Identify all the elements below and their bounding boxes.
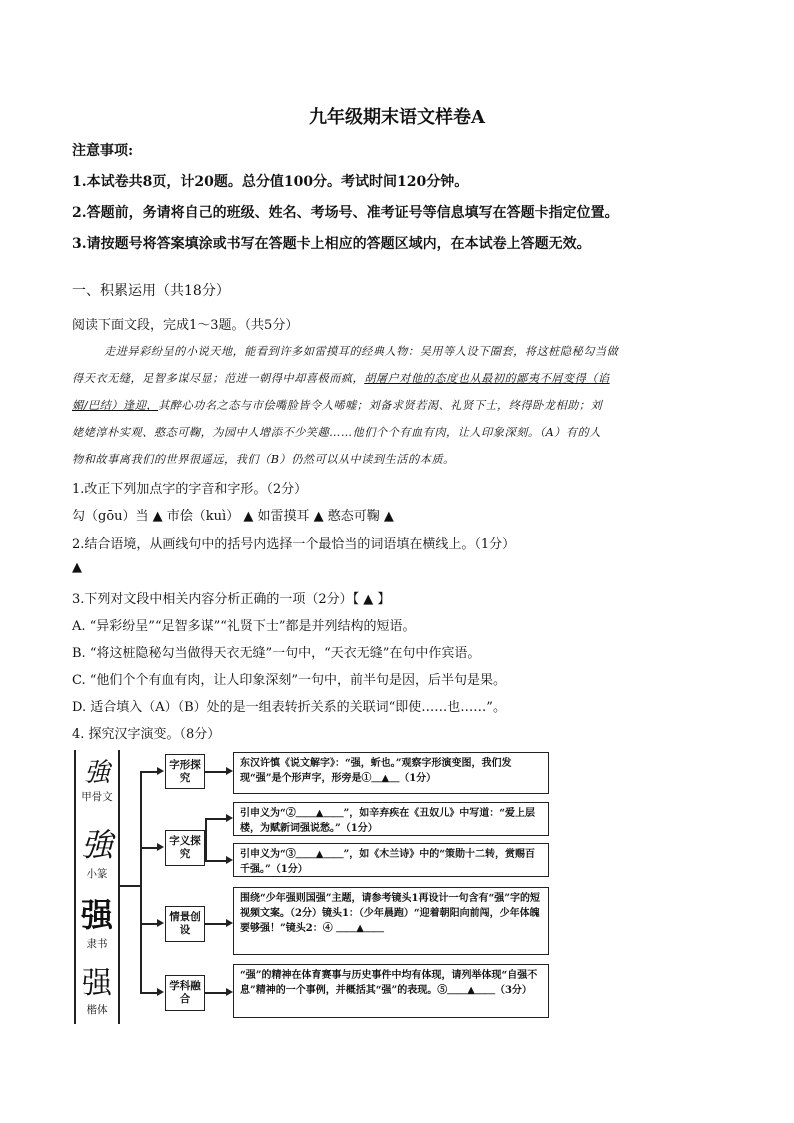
regular-script-glyph [72, 958, 122, 1017]
section-heading: 一、积累运用（共18分） [72, 283, 230, 299]
notice-item-1: 1.本试卷共8页，计20题。总分值100分。考试时间120分钟。 [72, 174, 469, 190]
glyph-label: 楷体 [86, 1004, 108, 1016]
arrow-icon [157, 988, 164, 996]
glyph-char: 强 [82, 966, 112, 1001]
arrow-icon [157, 767, 164, 775]
q3-option-b: B. “将这桩隐秘勾当做得天衣无缝”一句中，“天衣无缝”在句中作宾语。 [72, 646, 481, 661]
category-interdisciplinary: 学科融合 [165, 975, 205, 1011]
connector-trunk [140, 771, 142, 992]
passage-line-3 [72, 397, 602, 413]
connector-fork [205, 818, 207, 860]
connector-line [140, 771, 158, 773]
task-box-1: 东汉许慎《说文解字》：“强，蚚也。”观察字形演变图，我们发现“强”是个形声字，形旁是①＿▲＿（1分） [233, 752, 549, 794]
glyph-char: 強 [83, 758, 110, 788]
connector-line [205, 923, 227, 925]
notice-heading: 注意事项: [72, 143, 134, 159]
arrow-icon [226, 767, 233, 775]
glyph-char: 強 [80, 826, 113, 864]
arrow-icon [157, 843, 164, 851]
connector-line [140, 847, 158, 849]
clerical-script-glyph [72, 890, 122, 951]
seal-script-glyph [72, 820, 122, 881]
q1-items: 勾（gōu）当 ▲ 市侩（kuì） ▲ 如雷摸耳 ▲ 憨态可鞠 ▲ [72, 509, 394, 524]
q4-stem: 4. 探究汉字演变。（8分） [72, 727, 221, 742]
category-meaning: 字义探究 [165, 830, 205, 866]
q1-stem: 1.改正下列加点字的字音和字形。（2分） [72, 482, 308, 497]
arrow-icon [226, 988, 233, 996]
underlined-sentence: 胡屠户对他的态度也从最初的鄙夷不屑变得（谄 [364, 372, 610, 385]
passage-text: 其醉心功名之态与市侩嘴脸皆令人唏嘘；刘备求贤若渴、礼贤下士，终得卧龙相助；刘 [158, 399, 603, 412]
q3-option-a: A. “异彩纷呈”“足智多谋”“礼贤下士”都是并列结构的短语。 [72, 619, 416, 634]
passage-intro: 阅读下面文段，完成1～3题。（共5分） [72, 318, 299, 333]
passage-text: 得天衣无缝，足智多谋尽显；范进一朝得中却喜极而疯， [72, 372, 365, 385]
notice-item-3: 3.请按题号将答案填涂或书写在答题卡上相应的答题区域内，在本试卷上答题无效。 [72, 236, 591, 252]
glyph-label: 隶书 [86, 938, 108, 950]
underlined-sentence-end: 媚/巴结）逢迎， [72, 399, 159, 412]
connector-line [205, 860, 227, 862]
glyph-char: 强 [80, 896, 113, 934]
passage-line-2 [72, 370, 610, 386]
passage-line-5: 物和故事离我们的世界很遥远，我们（B）仍然可以从中读到生活的本质。 [72, 453, 455, 466]
connector-line [118, 885, 140, 887]
passage-line-1: 走进异彩纷呈的小说天地，能看到许多如雷摸耳的经典人物：吴用等人设下圈套，将这桩隐秘勾当做 [104, 345, 619, 358]
connector-line [140, 923, 158, 925]
category-glyph-form: 字形探究 [165, 754, 205, 789]
glyph-label: 甲骨文 [81, 791, 113, 803]
task-box-3: 引申义为“③＿＿▲＿＿”，如《木兰诗》中的“策勋十二转，赏赐百千强。”（1分） [233, 843, 549, 877]
task-box-4: 围绕“少年强则国强”主题，请参考镜头1再设计一句含有“强”字的短视频文案。（2分）镜头1：（少年晨跑）“迎着朝阳向前闯，少年体魄要够强！”镜头2：④ ＿＿▲＿＿ [233, 887, 549, 955]
notice-item-2: 2.答题前，务请将自己的班级、姓名、考场号、准考证号等信息填写在答题卡指定位置。 [72, 205, 619, 221]
oracle-script-glyph [72, 752, 122, 804]
arrow-icon [226, 856, 233, 864]
arrow-icon [226, 814, 233, 822]
q2-stem: 2.结合语境，从画线句中的括号内选择一个最恰当的词语填在横线上。（1分） [72, 537, 516, 552]
glyph-label: 小篆 [86, 868, 108, 880]
q3-option-c: C. “他们个个有血有肉，让人印象深刻”一句中，前半句是因，后半句是果。 [72, 673, 507, 688]
q2-answer-blank: ▲ [72, 560, 82, 575]
task-box-2: 引申义为“②＿＿▲＿＿”，如辛弃疾在《丑奴儿》中写道：“爱上层楼，为赋新词强说愁。”（1分） [233, 802, 549, 836]
passage-line-4: 姥姥淳朴实观、憨态可鞠，为园中人增添不少笑趣……他们个个有血有肉，让人印象深刻。（A）有的人 [72, 426, 601, 439]
arrow-icon [226, 919, 233, 927]
connector-line [205, 992, 227, 994]
task-box-5: “强”的精神在体育赛事与历史事件中均有体现，请列举体现“自强不息”精神的一个事例，并概括其“强”的表现。⑤＿＿▲＿＿（3分） [233, 964, 549, 1018]
q3-option-d: D. 适合填入（A）（B）处的是一组表转折关系的关联词“即使……也……”。 [72, 700, 506, 715]
page-title: 九年级期末语文样卷A [309, 107, 485, 128]
arrow-icon [157, 919, 164, 927]
category-scenario: 情景创设 [165, 906, 205, 942]
connector-line [205, 771, 227, 773]
q3-stem: 3.下列对文段中相关内容分析正确的一项（2分）【 ▲ 】 [72, 592, 391, 607]
connector-line [140, 992, 158, 994]
connector-line [205, 818, 227, 820]
